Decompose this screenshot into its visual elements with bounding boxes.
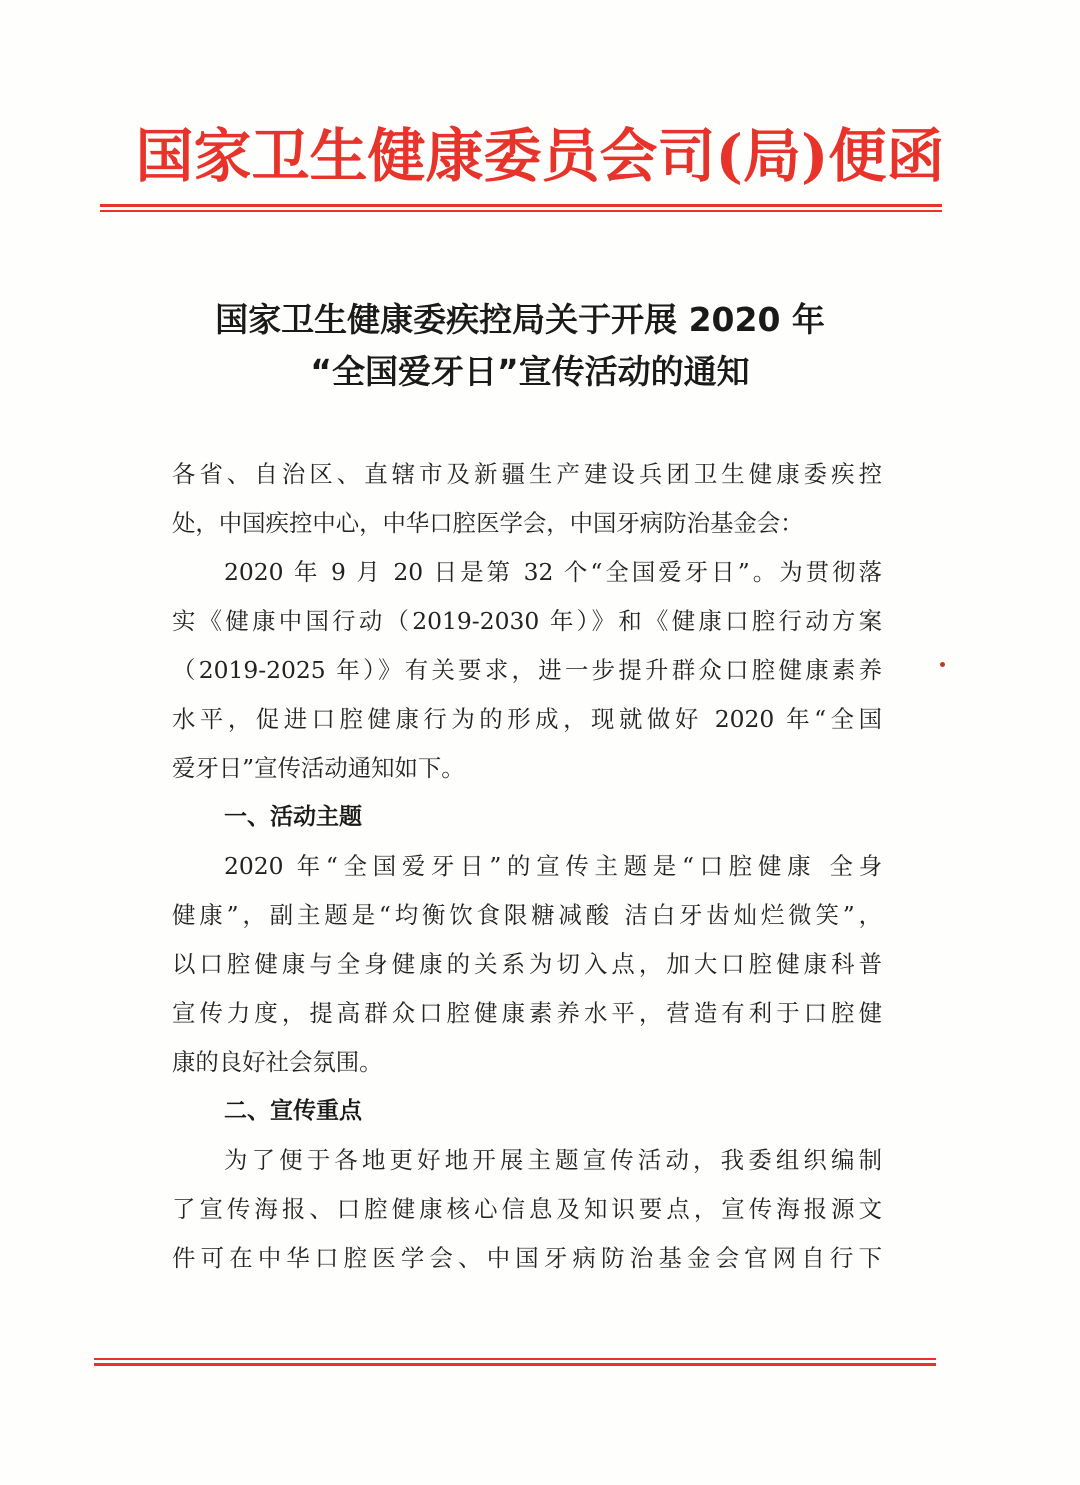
body-line: 实《健康中国行动（2019-2030 年）》和《健康口腔行动方案: [172, 607, 882, 635]
notice-title-line-2: “全国爱牙日”宣传活动的通知: [310, 352, 750, 391]
body-line: 宣传力度，提高群众口腔健康素养水平，营造有利于口腔健: [172, 999, 882, 1027]
letterhead-rule-thin: [100, 210, 942, 212]
body-line: 处，中国疾控中心，中华口腔医学会，中国牙病防治基金会：: [172, 509, 804, 537]
body-line: 爱牙日”宣传活动通知如下。: [172, 754, 465, 782]
body-line: 以口腔健康与全身健康的关系为切入点，加大口腔健康科普: [172, 950, 882, 978]
section-heading-focus: 二、宣传重点: [224, 1098, 362, 1124]
body-line: 了宣传海报、口腔健康核心信息及知识要点，宣传海报源文: [172, 1195, 882, 1223]
body-line: 2020 年“全国爱牙日”的宣传主题是“口腔健康 全身: [224, 852, 882, 880]
body-line: 为了便于各地更好地开展主题宣传活动，我委组织编制: [224, 1146, 882, 1174]
body-line: 件可在中华口腔医学会、中国牙病防治基金会官网自行下: [172, 1244, 882, 1272]
footer-rule-thick: [94, 1363, 936, 1366]
letterhead-rule-thick: [100, 204, 942, 207]
notice-body: [172, 450, 882, 1283]
letterhead-title: 国家卫生健康委员会司(局)便函: [135, 122, 945, 190]
section-heading-theme: 一、活动主题: [224, 804, 362, 830]
ink-speck: [940, 662, 945, 667]
body-line: 2020 年 9 月 20 日是第 32 个“全国爱牙日”。为贯彻落: [224, 558, 882, 586]
body-line: 各省、自治区、直辖市及新疆生产建设兵团卫生健康委疾控: [172, 460, 882, 488]
footer-rule-thin: [94, 1358, 936, 1360]
body-line: （2019-2025 年）》有关要求，进一步提升群众口腔健康素养: [172, 656, 882, 684]
notice-title-line-1: 国家卫生健康委疾控局关于开展 2020 年: [215, 300, 825, 339]
body-line: 健康”，副主题是“均衡饮食限糖减酸 洁白牙齿灿烂微笑”，: [172, 901, 882, 929]
body-line: 水平，促进口腔健康行为的形成，现就做好 2020 年“全国: [172, 705, 882, 733]
body-line: 康的良好社会氛围。: [172, 1048, 383, 1076]
